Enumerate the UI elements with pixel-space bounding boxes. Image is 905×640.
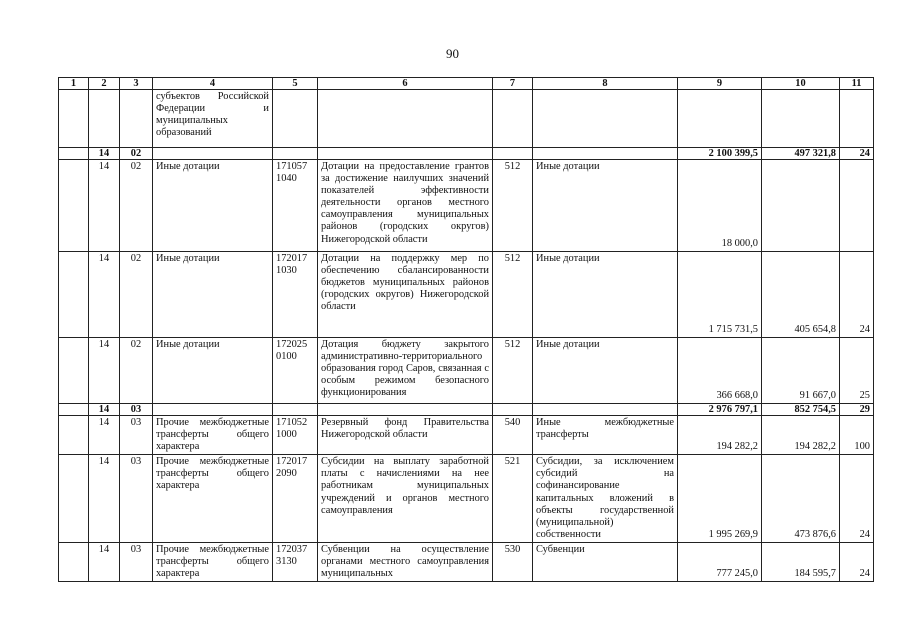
table-cell-col-3: 02 — [120, 148, 153, 160]
table-cell-col-4: Прочие межбюджетные трансферты общего характера — [153, 416, 273, 455]
table-cell-col-7: 512 — [493, 160, 533, 252]
table-cell-col-3: 03 — [120, 455, 153, 543]
table-cell-col-6: Субвенции на осуществление органами местного самоуправления муниципальных — [318, 542, 493, 581]
table-cell-col-11 — [840, 160, 874, 252]
column-number-row — [59, 78, 874, 90]
table-cell-col-4: Иные дотации — [153, 160, 273, 252]
table-cell-col-11: 25 — [840, 338, 874, 404]
table-row — [59, 252, 874, 338]
table-cell-col-4 — [153, 148, 273, 160]
table-cell-col-4: субъектов Российской Федерации и муниципальных образований — [153, 90, 273, 148]
table-cell-col-7: 540 — [493, 416, 533, 455]
table-cell-col-7 — [493, 148, 533, 160]
table-cell-col-3: 03 — [120, 416, 153, 455]
table-cell-col-10: 473 876,6 — [762, 455, 840, 543]
column-number-cell: 10 — [762, 78, 840, 90]
table-cell-col-1 — [59, 160, 89, 252]
table-cell-col-1 — [59, 416, 89, 455]
table-cell-col-8: Субвенции — [533, 542, 678, 581]
column-number-cell: 2 — [89, 78, 120, 90]
subtotal-row — [59, 148, 874, 160]
table-cell-col-4: Прочие межбюджетные трансферты общего характера — [153, 455, 273, 543]
table-cell-col-10: 405 654,8 — [762, 252, 840, 338]
table-cell-col-5: 172017 2090 — [273, 455, 318, 543]
table-row — [59, 160, 874, 252]
table-cell-col-7 — [493, 90, 533, 148]
table-cell-col-6: Дотации на поддержку мер по обеспечению сбалансированности бюджетов муниципальных районов (городских округов) Нижегородской области — [318, 252, 493, 338]
table-cell-col-1 — [59, 404, 89, 416]
table-cell-col-8 — [533, 404, 678, 416]
table-row — [59, 416, 874, 455]
table-cell-col-5 — [273, 90, 318, 148]
table-cell-col-9: 194 282,2 — [678, 416, 762, 455]
table-cell-col-10 — [762, 90, 840, 148]
table-cell-col-3 — [120, 90, 153, 148]
table-cell-col-3: 03 — [120, 404, 153, 416]
table-cell-col-7: 512 — [493, 338, 533, 404]
table-cell-col-6: Субсидии на выплату заработной платы с начислениями на нее работникам муниципальных учреждений и органов местного самоуправления — [318, 455, 493, 543]
table-cell-col-4: Прочие межбюджетные трансферты общего характера — [153, 542, 273, 581]
table-cell-col-11: 24 — [840, 455, 874, 543]
table-cell-col-7 — [493, 404, 533, 416]
table-cell-col-8 — [533, 90, 678, 148]
table-cell-col-4 — [153, 404, 273, 416]
column-number-cell: 9 — [678, 78, 762, 90]
table-cell-col-6: Дотация бюджету закрытого административно-территориального образования город Саров, связанная с особым режимом безопасного функционирования — [318, 338, 493, 404]
table-cell-col-6 — [318, 148, 493, 160]
table-cell-col-4: Иные дотации — [153, 338, 273, 404]
column-number-cell: 8 — [533, 78, 678, 90]
table-cell-col-8: Иные межбюджетные трансферты — [533, 416, 678, 455]
table-cell-col-9: 18 000,0 — [678, 160, 762, 252]
table-cell-col-9 — [678, 90, 762, 148]
table-cell-col-2: 14 — [89, 252, 120, 338]
table-cell-col-8: Иные дотации — [533, 252, 678, 338]
table-cell-col-3: 02 — [120, 252, 153, 338]
table-row — [59, 90, 874, 148]
table-cell-col-3: 02 — [120, 338, 153, 404]
table-cell-col-9: 1 715 731,5 — [678, 252, 762, 338]
table-cell-col-5: 172017 1030 — [273, 252, 318, 338]
column-number-cell: 3 — [120, 78, 153, 90]
table-cell-col-6: Резервный фонд Правительства Нижегородской области — [318, 416, 493, 455]
table-cell-col-6: Дотации на предоставление грантов за достижение наилучших значений показателей эффективности деятельности органов местного самоуправления муниципальных районов (городских округов) Нижегородской области — [318, 160, 493, 252]
table-cell-col-5: 172025 0100 — [273, 338, 318, 404]
table-cell-col-6 — [318, 90, 493, 148]
table-cell-col-9: 777 245,0 — [678, 542, 762, 581]
table-cell-col-2: 14 — [89, 160, 120, 252]
table-cell-col-2: 14 — [89, 416, 120, 455]
table-cell-col-6 — [318, 404, 493, 416]
table-cell-col-8: Иные дотации — [533, 338, 678, 404]
table-cell-col-1 — [59, 338, 89, 404]
table-cell-col-8: Субсидии, за исключением субсидий на софинансирование капитальных вложений в объекты государственной (муниципальной) собственности — [533, 455, 678, 543]
table-cell-col-8 — [533, 148, 678, 160]
table-cell-col-1 — [59, 148, 89, 160]
table-cell-col-5 — [273, 148, 318, 160]
table-cell-col-11: 24 — [840, 148, 874, 160]
table-cell-col-4: Иные дотации — [153, 252, 273, 338]
table-cell-col-10: 497 321,8 — [762, 148, 840, 160]
table-row — [59, 338, 874, 404]
column-number-cell: 4 — [153, 78, 273, 90]
table-cell-col-7: 512 — [493, 252, 533, 338]
table-cell-col-2: 14 — [89, 455, 120, 543]
table-cell-col-10: 852 754,5 — [762, 404, 840, 416]
table-cell-col-11: 24 — [840, 542, 874, 581]
table-row — [59, 542, 874, 581]
table-cell-col-9: 2 976 797,1 — [678, 404, 762, 416]
table-cell-col-5: 172037 3130 — [273, 542, 318, 581]
table-cell-col-9: 1 995 269,9 — [678, 455, 762, 543]
table-cell-col-10: 184 595,7 — [762, 542, 840, 581]
table-cell-col-11: 100 — [840, 416, 874, 455]
table-cell-col-2: 14 — [89, 404, 120, 416]
table-cell-col-5: 171057 1040 — [273, 160, 318, 252]
table-cell-col-11: 24 — [840, 252, 874, 338]
table-cell-col-2: 14 — [89, 542, 120, 581]
page-number: 90 — [446, 46, 459, 61]
table-cell-col-9: 2 100 399,5 — [678, 148, 762, 160]
column-number-cell: 5 — [273, 78, 318, 90]
column-number-cell: 6 — [318, 78, 493, 90]
budget-table — [58, 77, 874, 582]
column-number-cell: 1 — [59, 78, 89, 90]
table-cell-col-1 — [59, 90, 89, 148]
table-cell-col-1 — [59, 252, 89, 338]
table-cell-col-1 — [59, 455, 89, 543]
table-cell-col-8: Иные дотации — [533, 160, 678, 252]
table-cell-col-10: 91 667,0 — [762, 338, 840, 404]
table-cell-col-3: 03 — [120, 542, 153, 581]
column-number-cell: 11 — [840, 78, 874, 90]
table-cell-col-10: 194 282,2 — [762, 416, 840, 455]
table-cell-col-5 — [273, 404, 318, 416]
table-cell-col-2: 14 — [89, 148, 120, 160]
table-cell-col-1 — [59, 542, 89, 581]
table-cell-col-2: 14 — [89, 338, 120, 404]
table-cell-col-11 — [840, 90, 874, 148]
table-cell-col-7: 530 — [493, 542, 533, 581]
table-cell-col-5: 171052 1000 — [273, 416, 318, 455]
table-cell-col-7: 521 — [493, 455, 533, 543]
table-cell-col-11: 29 — [840, 404, 874, 416]
subtotal-row — [59, 404, 874, 416]
table-cell-col-9: 366 668,0 — [678, 338, 762, 404]
table-cell-col-2 — [89, 90, 120, 148]
table-cell-col-3: 02 — [120, 160, 153, 252]
column-number-cell: 7 — [493, 78, 533, 90]
table-row — [59, 455, 874, 543]
table-cell-col-10 — [762, 160, 840, 252]
